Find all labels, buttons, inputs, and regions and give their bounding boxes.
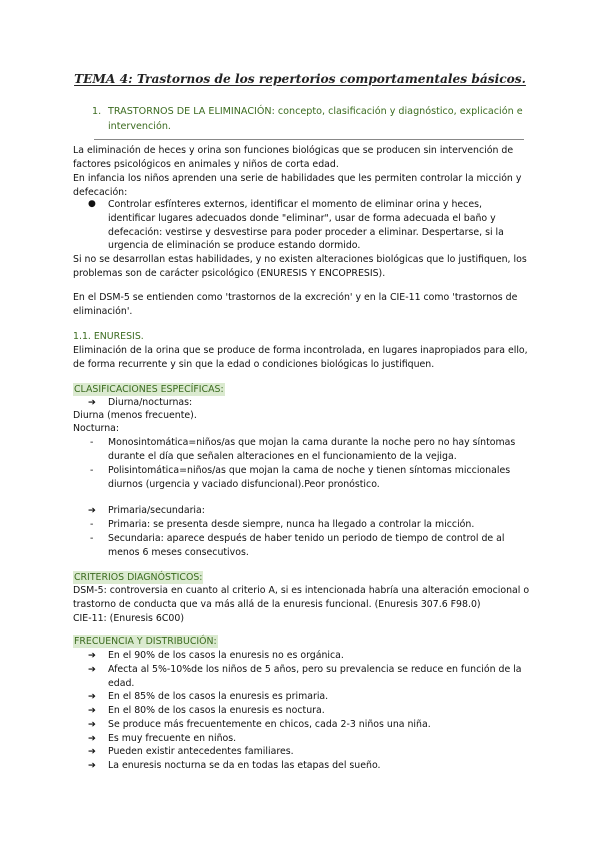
document-title: TEMA 4: Trastornos de los repertorios comportamentales básicos. <box>74 72 526 86</box>
intro-paragraph-2: En infancia los niños aprenden una serie de habilidades que les permiten controlar la micción y defecación: <box>73 173 522 198</box>
dash-marker: - <box>90 519 94 530</box>
criterios-heading: CRITERIOS DIAGNÓSTICOS: <box>74 572 203 583</box>
enuresis-definition: Eliminación de la orina que se produce de forma incontrolada, en lugares inapropiados para ello, de forma recurrente y sin que la edad o condiciones biológicas lo justifiquen. <box>73 345 528 370</box>
diurna-text: Diurna (menos frecuente). <box>73 410 197 421</box>
primaria-item: Primaria: se presenta desde siempre, nunca ha llegado a controlar la micción. <box>108 519 475 530</box>
frecuencia-item: Es muy frecuente en niños. <box>108 733 237 744</box>
arrow-marker: ➔ <box>88 705 96 716</box>
enuresis-heading: 1.1. ENURESIS. <box>73 331 144 342</box>
section-divider <box>94 139 524 140</box>
polisintomatica-item: Polisintomática=niños/as que mojan la cama de noche y tienen síntomas miccionales diurnos (urgencia y vaciado disfuncional).Peor pronóstico. <box>108 465 511 490</box>
intro-bullet-item: Controlar esfínteres externos, identificar el momento de eliminar orina y heces, identificar lugares adecuados donde "eliminar", usar de forma adecuada el baño y defecación: vestirse y desvestirse para poder proceder a eliminar. Despertarse, si la urgencia de eliminación se produce estando dormido. <box>108 199 504 252</box>
frecuencia-item: En el 80% de los casos la enuresis es noctura. <box>108 705 325 716</box>
frecuencia-item: Pueden existir antecedentes familiares. <box>108 746 294 757</box>
arrow-marker: ➔ <box>88 746 96 757</box>
arrow-marker: ➔ <box>88 664 96 675</box>
arrow-marker: ➔ <box>88 733 96 744</box>
criterios-dsm: DSM-5: controversia en cuanto al criterio A, si es intencionada habría una alteración emocional o trastorno de conducta que va más allá de la enuresis funcional. (Enuresis 307.6 F98.0) <box>73 585 530 610</box>
frecuencia-item: La enuresis nocturna se da en todas las etapas del sueño. <box>108 760 381 771</box>
secundaria-item: Secundaria: aparece después de haber tenido un periodo de tiempo de control de al menos 6 meses consecutivos. <box>108 533 505 558</box>
frecuencia-item: En el 90% de los casos la enuresis no es orgánica. <box>108 650 344 661</box>
section-heading-text: TRASTORNOS DE LA ELIMINACIÓN: concepto, clasificación y diagnóstico, explicación e intervención. <box>108 106 523 132</box>
clasificacion-primaria-secundaria: Primaria/secundaria: <box>108 505 205 516</box>
arrow-marker: ➔ <box>88 691 96 702</box>
clasificaciones-heading: CLASIFICACIONES ESPECÍFICAS: <box>74 384 224 395</box>
frecuencia-heading: FRECUENCIA Y DISTRIBUCIÓN: <box>74 636 217 647</box>
dash-marker: - <box>90 533 94 544</box>
arrow-marker: ➔ <box>88 505 96 516</box>
frecuencia-item: En el 85% de los casos la enuresis es primaria. <box>108 691 329 702</box>
clasificacion-diurna-nocturna: Diurna/nocturnas: <box>108 397 193 408</box>
section-heading <box>92 104 537 134</box>
dash-marker: - <box>90 465 94 476</box>
intro-paragraph-4: En el DSM-5 se entienden como 'trastornos de la excreción' y en la CIE-11 como 'trastornos de eliminación'. <box>73 292 518 317</box>
intro-paragraph-3: Si no se desarrollan estas habilidades, y no existen alteraciones biológicas que lo justifiquen, los problemas son de carácter psicológico (ENURESIS Y ENCOPRESIS). <box>73 254 527 279</box>
arrow-marker: ➔ <box>88 719 96 730</box>
criterios-cie: CIE-11: (Enuresis 6C00) <box>73 613 185 624</box>
dash-marker: - <box>90 437 94 448</box>
frecuencia-item: Se produce más frecuentemente en chicos, cada 2-3 niños una niña. <box>108 719 431 730</box>
arrow-marker: ➔ <box>88 760 96 771</box>
arrow-marker: ➔ <box>88 650 96 661</box>
section-number: 1. <box>92 106 102 117</box>
monosintomatica-item: Monosintomática=niños/as que mojan la cama durante la noche pero no hay síntomas durante el día que señalen alteraciones en el funcionamiento de la vejiga. <box>108 437 516 462</box>
arrow-marker: ➔ <box>88 397 96 408</box>
frecuencia-item: Afecta al 5%-10%de los niños de 5 años, pero su prevalencia se reduce en función de la edad. <box>108 664 522 689</box>
intro-paragraph-1: La eliminación de heces y orina son funciones biológicas que se producen sin intervención de factores psicológicos en animales y niños de corta edad. <box>73 145 514 170</box>
nocturna-label: Nocturna: <box>73 423 120 434</box>
bullet-marker: ● <box>88 199 96 209</box>
